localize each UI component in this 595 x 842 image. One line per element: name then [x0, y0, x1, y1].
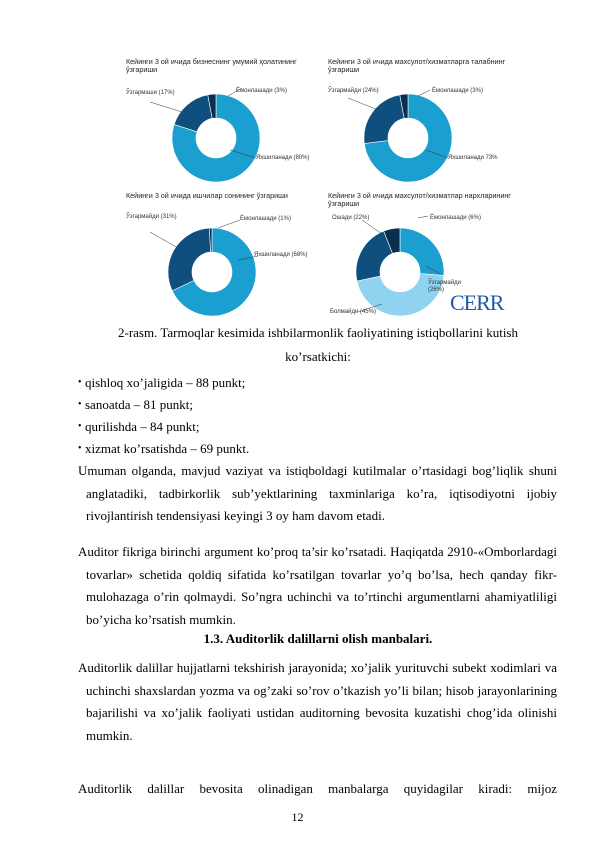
- pie-slice: [168, 228, 211, 291]
- section-heading: 1.3. Auditorlik dalillarni olish manbalari.: [203, 631, 433, 646]
- paragraph: [78, 460, 557, 528]
- slice-label: Ёмонлашади (3%): [236, 88, 287, 94]
- chart-panel-business: [120, 52, 316, 184]
- chart-panel-demand: [322, 52, 518, 184]
- slice-label: Ўзгармаши (17%): [126, 90, 175, 96]
- cerr-logo: [450, 290, 514, 318]
- survey-figure: [120, 52, 516, 320]
- slice-label: Яхшиланади (68%): [254, 252, 308, 258]
- slice-label: Ўзгармайди (26%): [428, 280, 461, 293]
- paragraph: [78, 541, 557, 631]
- paragraph: [78, 657, 557, 747]
- chart-title: Кейинги 3 ой ичида махсулот/хизматлар нархларининг ўзгариши: [328, 191, 511, 209]
- logo-text: CERR: [450, 290, 504, 315]
- pie-slice: [400, 228, 444, 275]
- slice-label: Болмайди (45%): [330, 309, 376, 315]
- list-item: • sanoatda – 81 punkt;: [78, 394, 558, 416]
- slice-label: Яхшиланади 73%: [448, 155, 498, 161]
- list-item: • qishloq xo’jaligida – 88 punkt;: [78, 372, 558, 394]
- slice-label: Ўзгармайди (31%): [126, 214, 177, 220]
- figure-caption-cont: ko’rsatkichi:: [285, 349, 351, 364]
- donut-chart: [322, 52, 518, 184]
- slice-label: Ўзгармайди (24%): [328, 88, 379, 94]
- slice-label: Ошади (22%): [332, 215, 370, 221]
- chart-panel-workers: [120, 186, 316, 318]
- paragraph-text: Auditorlik dalillar bevosita olinadigan manbalarga quyidagilar kiradi: mijoz: [78, 781, 557, 796]
- pie-slice: [364, 95, 404, 144]
- slice-label: Яхшиланади (80%): [256, 155, 310, 161]
- chart-title: Кейинги 3 ой ичида махсулот/хизматларга талабнинг ўзгариши: [328, 57, 506, 75]
- chart-title: Кейинги 3 ой ичида бизнеснинг умумий ҳолатининг ўзгариши: [126, 57, 297, 75]
- page-number: 12: [291, 810, 304, 824]
- figure-caption: 2-rasm. Tarmoqlar kesimida ishbilarmonlik faoliyatining istiqbollarini kutish: [118, 325, 518, 340]
- slice-label: Ёмонлашади (1%): [240, 216, 291, 222]
- slice-label: Ёмонлашади (6%): [430, 215, 481, 221]
- slice-label: Ёмонлашади (3%): [432, 88, 483, 94]
- paragraph: [78, 778, 557, 801]
- list-item: • qurilishda – 84 punkt;: [78, 416, 558, 438]
- pie-slice: [174, 95, 212, 132]
- bullet-list: [78, 372, 558, 460]
- paragraph-text: Umuman olganda, mavjud vaziyat va istiqboldagi kutilmalar o’rtasidagi bog’liqlik shuni anglatadiki, tadbirkorlik sub’yektlarining taxminlariga ko’ra, iqtisodiyotni ijobiy rivojlantirish tendensiyasi keyingi 3 oy ham davom etadi.: [78, 463, 557, 523]
- chart-title: Кейинги 3 ой ичида ишчилар сонининг ўзгариши: [126, 191, 288, 200]
- paragraph-text: Auditorlik dalillar hujjatlarni tekshirish jarayonida; xo’jalik yurituvchi subekt xodimlari va uchinchi shaxslardan yozma va og’zaki so’rov o’tkazish yo’li bilan; hisob jarayonlarining bajarilishi va xo’jalik faoliyati ustidan auditorning bevosita kuzatishi chog’ida olinishi mumkin.: [78, 660, 557, 743]
- list-item: • xizmat ko’rsatishda – 69 punkt.: [78, 438, 558, 460]
- donut-chart: [120, 52, 316, 184]
- paragraph-text: Auditor fikriga birinchi argument ko’proq ta’sir ko’rsatadi. Haqiqatda 2910-«Omborlardagi tovarlar» schetida qoldiq sifatida ko’rsatilgan tovarlar yo’q bo’lsa, hech qanday fikr-mulohazaga o’rin qolmaydi. So’ngra uchinchi va to’rtinchi argumentlarni ahamiyatliligi bo’yicha ko’rsatish mumkin.: [78, 544, 557, 627]
